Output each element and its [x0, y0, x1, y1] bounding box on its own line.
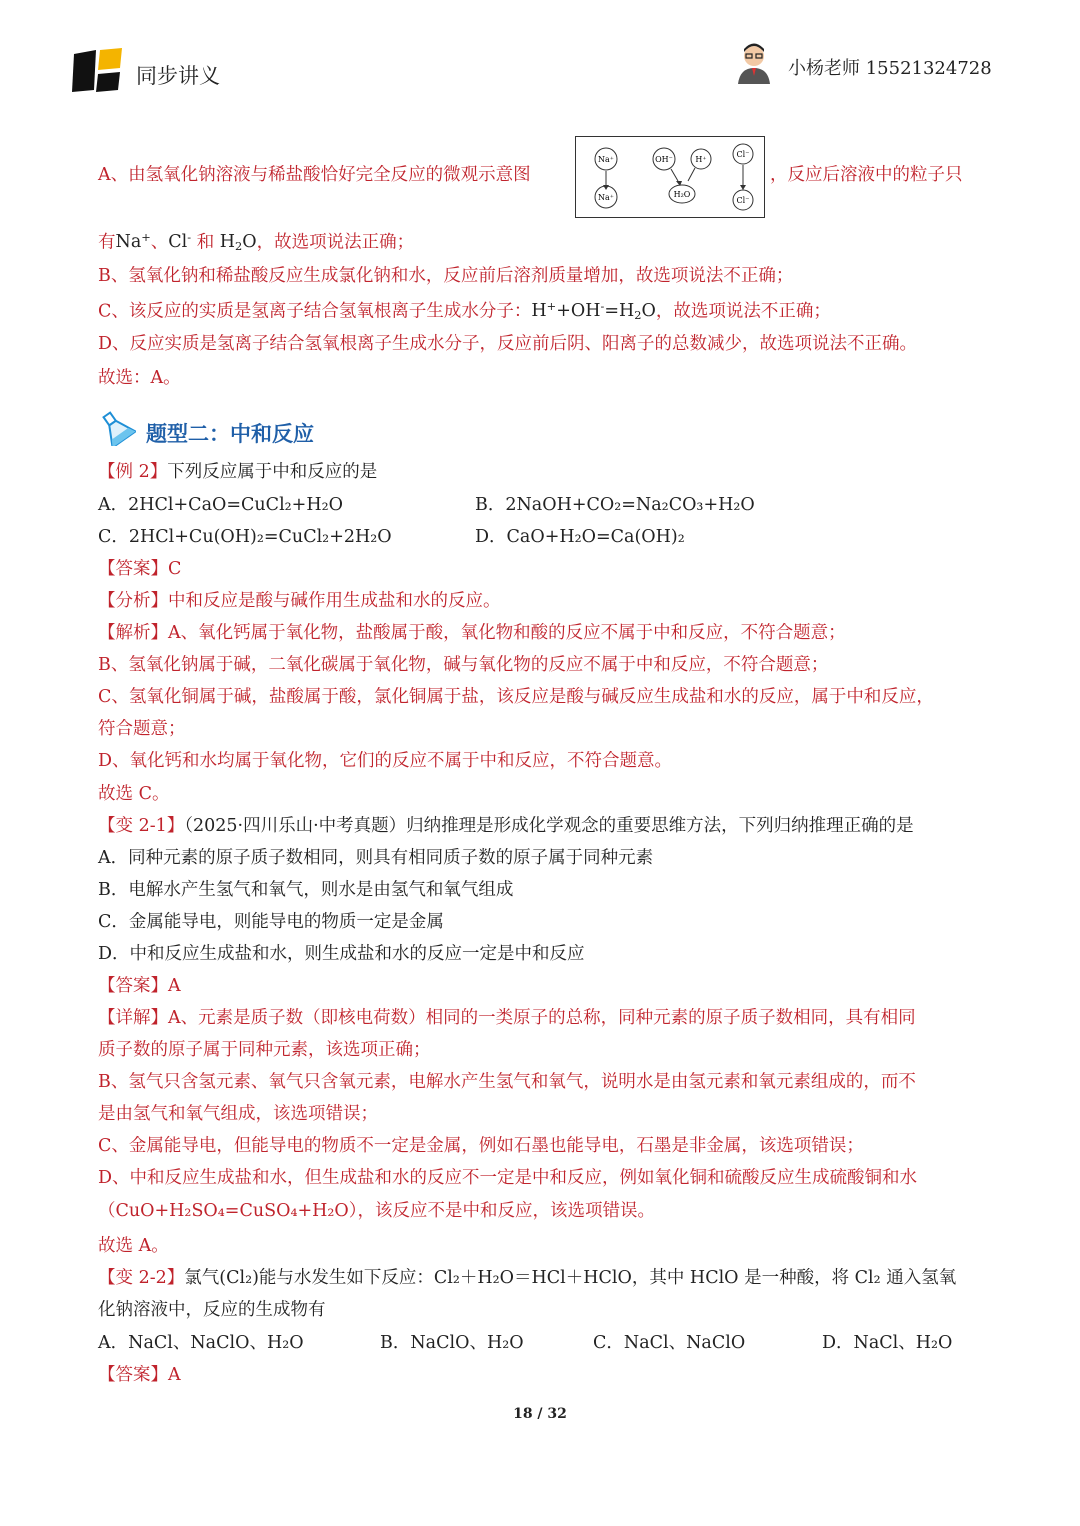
var21-option-b: B．电解水产生氢气和氧气，则水是由氢气和氧气组成	[98, 880, 514, 900]
ex2-answer: 【答案】C	[98, 559, 182, 579]
var21-option-c: C．金属能导电，则能导电的物质一定是金属	[98, 912, 444, 932]
ex2-option-d: D．CaO+H₂O=Ca(OH)₂	[475, 527, 685, 547]
ex2-solution-d: D、氧化钙和水均属于氧化物，它们的反应不属于中和反应，不符合题意。	[98, 751, 673, 771]
var21-answer: 【答案】A	[98, 976, 181, 996]
ex2-stem: 【例 2】下列反应属于中和反应的是	[98, 462, 378, 482]
teacher-contact: 小杨老师 15521324728	[788, 58, 992, 79]
ex2-option-c: C．2HCl+Cu(OH)₂=CuCl₂+2H₂O	[98, 527, 392, 547]
var22-option-b: B．NaClO、H₂O	[380, 1333, 524, 1353]
var21-detail-a2: 质子数的原子属于同种元素，该选项正确；	[98, 1040, 431, 1060]
var21-detail-b2: 是由氢气和氧气组成，该选项错误；	[98, 1104, 378, 1124]
ex2-solution-c2: 符合题意；	[98, 719, 186, 739]
var22-option-d: D．NaCl、H₂O	[822, 1333, 953, 1353]
ex2-final: 故选 C。	[98, 784, 170, 804]
var21-final: 故选 A。	[98, 1236, 169, 1256]
diagram-h: H⁺	[695, 155, 707, 164]
var21-stem: 【变 2-1】（2025·四川乐山·中考真题）归纳推理是形成化学观念的重要思维方法，下列归纳推理正确的是	[98, 816, 914, 836]
diagram-oh: OH⁻	[655, 155, 673, 164]
var22-option-c: C．NaCl、NaClO	[593, 1333, 746, 1353]
prev-c: C、该反应的实质是氢离子结合氢氧根离子生成水分子：$H^++OH^-=H_2O$，故选项说法不正确；	[98, 299, 831, 323]
var21-detail-c: C、金属能导电，但能导电的物质不一定是金属，例如石墨也能导电，石墨是非金属，该选项错误；	[98, 1136, 864, 1156]
ex2-solution-b: B、氢氧化钠属于碱，二氧化碳属于氧化物，碱与氧化物的反应不属于中和反应，不符合题意；	[98, 655, 829, 675]
var21-detail-d1: D、中和反应生成盐和水，但生成盐和水的反应不一定是中和反应，例如氧化铜和硫酸反应生成硫酸铜和水	[98, 1168, 918, 1188]
section-title: 题型二：中和反应	[146, 422, 314, 446]
teacher-avatar-icon	[732, 40, 776, 84]
diagram-cl-top: Cl⁻	[736, 150, 750, 159]
prev-answer: 故选：A。	[98, 368, 181, 388]
prev-a-lead: A、由氢氧化钠溶液与稀盐酸恰好完全反应的微观示意图	[98, 165, 531, 185]
var22-answer: 【答案】A	[98, 1365, 181, 1385]
prev-d: D、反应实质是氢离子结合氢氧根离子生成水分子，反应前后阴、阳离子的总数减少，故选项说法不正确。	[98, 334, 918, 354]
var21-option-d: D．中和反应生成盐和水，则生成盐和水的反应一定是中和反应	[98, 944, 585, 964]
ex2-solution-c1: C、氢氧化铜属于碱，盐酸属于酸，氯化铜属于盐，该反应是酸与碱反应生成盐和水的反应，属于中和反应，	[98, 687, 934, 707]
var21-detail-d2: （CuO+H₂SO₄=CuSO₄+H₂O），该反应不是中和反应，该选项错误。	[98, 1201, 656, 1221]
logo-icon	[70, 44, 126, 94]
ex2-solution-a: 【解析】A、氧化钙属于氧化物，盐酸属于酸，氧化物和酸的反应不属于中和反应，不符合题意；	[98, 623, 846, 643]
var22-option-a: A．NaCl、NaClO、H₂O	[98, 1333, 304, 1353]
var22-stem1: 【变 2-2】氯气(Cl₂)能与水发生如下反应：Cl₂＋H₂O＝HCl＋HClO，其中 HClO 是一种酸，将 Cl₂ 通入氢氧	[98, 1268, 957, 1288]
prev-a-tail: ，反应后溶液中的粒子只	[770, 165, 963, 185]
reaction-diagram	[575, 136, 765, 218]
diagram-h2o: H₂O	[673, 190, 691, 199]
flask-icon	[96, 410, 136, 446]
prev-b: B、氢氧化钠和稀盐酸反应生成氯化钠和水，反应前后溶剂质量增加，故选项说法不正确；	[98, 266, 794, 286]
var21-option-a: A．同种元素的原子质子数相同，则具有相同质子数的原子属于同种元素	[98, 848, 654, 868]
diagram-na-top: Na⁺	[598, 155, 614, 164]
var21-detail-a1: 【详解】A、元素是质子数（即核电荷数）相同的一类原子的总称，同种元素的原子质子数相同，具有相同	[98, 1008, 916, 1028]
var22-stem2: 化钠溶液中，反应的生成物有	[98, 1300, 326, 1320]
header-title: 同步讲义	[136, 64, 220, 88]
diagram-na-bottom: Na⁺	[598, 193, 614, 202]
ex2-option-b: B．2NaOH+CO₂=Na₂CO₃+H₂O	[475, 495, 755, 515]
var21-detail-b1: B、氢气只含氢元素、氧气只含氧元素，电解水产生氢气和氧气，说明水是由氢元素和氧元素组成的，而不	[98, 1072, 916, 1092]
ex2-option-a: A．2HCl+CaO=CuCl₂+H₂O	[98, 495, 343, 515]
diagram-cl-bottom: Cl⁻	[736, 196, 750, 205]
prev-a-cont: 有Na+、Cl- 和 $H_2O$，故选项说法正确；	[98, 230, 415, 254]
ex2-analysis: 【分析】中和反应是酸与碱作用生成盐和水的反应。	[98, 591, 501, 611]
page-number: 18 / 32	[513, 1406, 567, 1422]
